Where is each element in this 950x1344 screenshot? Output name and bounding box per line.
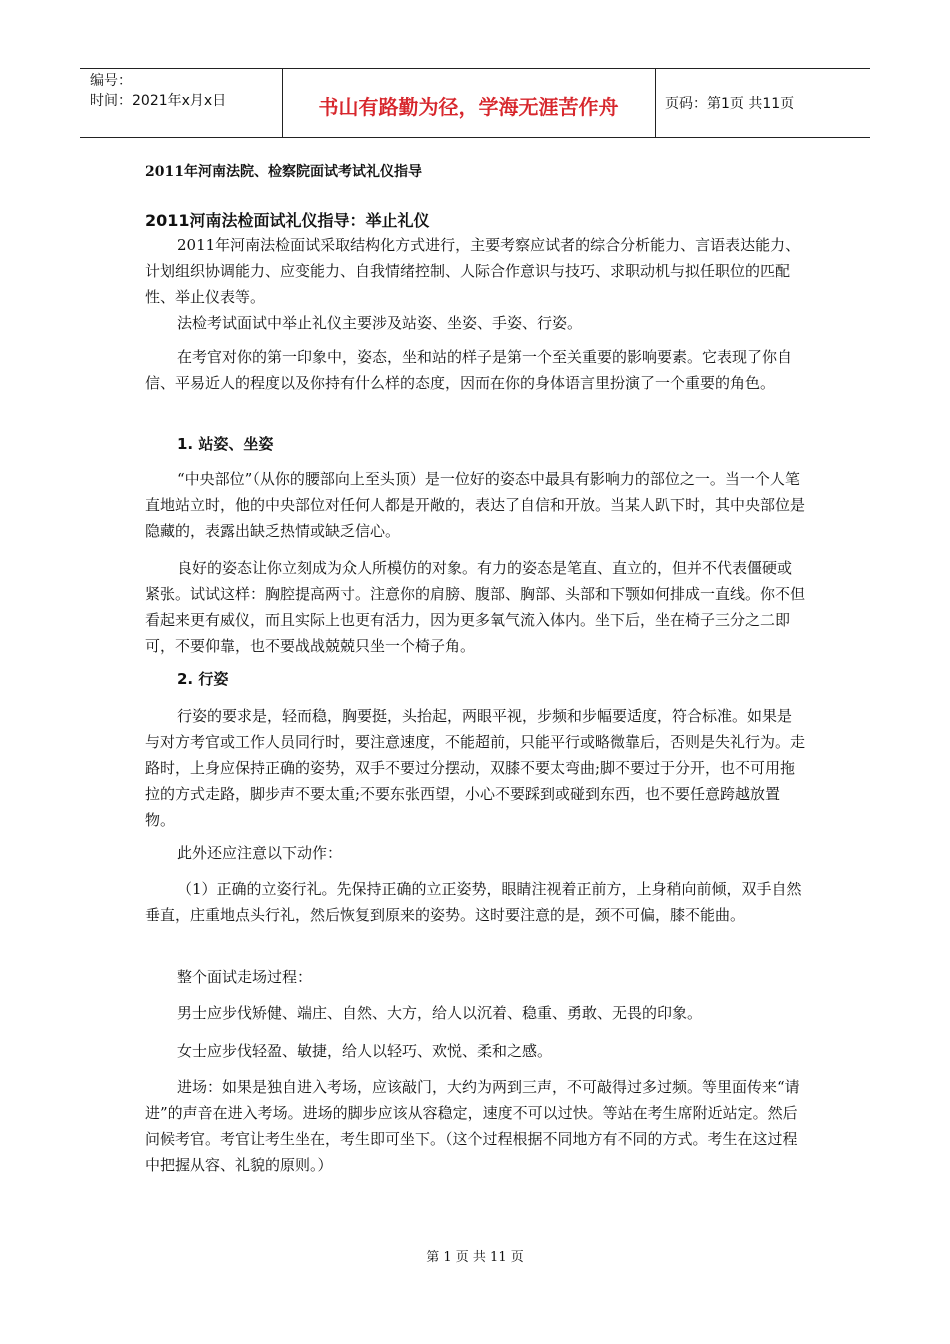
paragraph-intro: 2011年河南法检面试采取结构化方式进行，主要考察应试者的综合分析能力、言语表达能力、计划组织协调能力、应变能力、自我情绪控制、人际合作意识与技巧、求职动机与拟任职位的匹配性、举止仪表等。 [145,236,801,306]
paragraph-men: 男士应步伐矫健、端庄、自然、大方，给人以沉着、稳重、勇敢、无畏的印象。 [177,1004,703,1022]
header-table [80,68,870,138]
section-title: 2011河南法检面试礼仪指导：举止礼仪 [145,211,430,230]
paragraph-also-note: 此外还应注意以下动作： [177,844,343,862]
document-title: 2011年河南法院、检察院面试考试礼仪指导 [145,164,422,180]
header-divider [655,69,656,137]
paragraph-center-part: “中央部位”（从你的腰部向上至头顶）是一位好的姿态中最具有影响力的部位之一。当一个人笔直地站立时，他的中央部位对任何人都是开敞的，表达了自信和开放。当某人趴下时，其中央部位是隐藏的，表露出缺乏热情或缺乏信心。 [145,470,806,540]
paragraph-bow: （1）正确的立姿行礼。先保持正确的立正姿势，眼睛注视着正前方，上身稍向前倾，双手自然垂直，庄重地点头行礼，然后恢复到原来的姿势。这时要注意的是，颈不可偏，膝不能曲。 [145,880,802,924]
header-motto: 书山有路勤为径，学海无涯苦作舟 [318,95,619,119]
paragraph-first-impression: 在考官对你的第一印象中，姿态，坐和站的样子是第一个至关重要的影响要素。它表现了你自信、平易近人的程度以及你持有什么样的态度，因而在你的身体语言里扮演了一个重要的角色。 [145,348,793,392]
paragraph-good-posture: 良好的姿态让你立刻成为众人所模仿的对象。有力的姿态是笔直、直立的，但并不代表僵硬或紧张。试试这样：胸腔提高两寸。注意你的肩膀、腹部、胸部、头部和下颚如何排成一直线。你不但看起来更有威仪，而且实际上也更有活力，因为更多氧气流入体内。坐下后，坐在椅子三分之二即可，不要仰靠，也不要战战兢兢只坐一个椅子角。 [145,559,806,655]
header-page-info: 页码：第1页 共11页 [665,96,795,112]
paragraph-scope: 法检考试面试中举止礼仪主要涉及站姿、坐姿、手姿、行姿。 [177,314,583,332]
date-label: 时间：2021年x月x日 [90,93,227,109]
paragraph-process: 整个面试走场过程： [177,968,313,986]
paragraph-walking: 行姿的要求是，轻而稳，胸要挺，头抬起，两眼平视，步频和步幅要适度，符合标准。如果是与对方考官或工作人员同行时，要注意速度，不能超前，只能平行或略微靠后，否则是失礼行为。走路时，上身应保持正确的姿势，双手不要过分摆动，双膝不要太弯曲;脚不要过于分开，也不可用拖拉的方式走路，脚步声不要太重;不要东张西望，小心不要踩到或碰到东西，也不要任意跨越放置物。 [145,707,806,829]
paragraph-entering: 进场：如果是独自进入考场，应该敲门，大约为两到三声，不可敲得过多过频。等里面传来“请进”的声音在进入考场。进场的脚步应该从容稳定，速度不可以过快。等站在考生席附近站定。然后问候考官。考官让考生坐在，考生即可坐下。（这个过程根据不同地方有不同的方式。考生在这过程中把握从容、礼貌的原则。） [145,1078,800,1174]
heading-walking: 2. 行姿 [177,670,229,688]
header-left [90,71,226,111]
paragraph-women: 女士应步伐轻盈、敏捷，给人以轻巧、欢悦、柔和之感。 [177,1042,553,1060]
page-footer: 第 1 页 共 11 页 [426,1250,524,1265]
heading-standing-sitting: 1. 站姿、坐姿 [177,435,274,453]
number-label: 编号： [90,73,132,89]
